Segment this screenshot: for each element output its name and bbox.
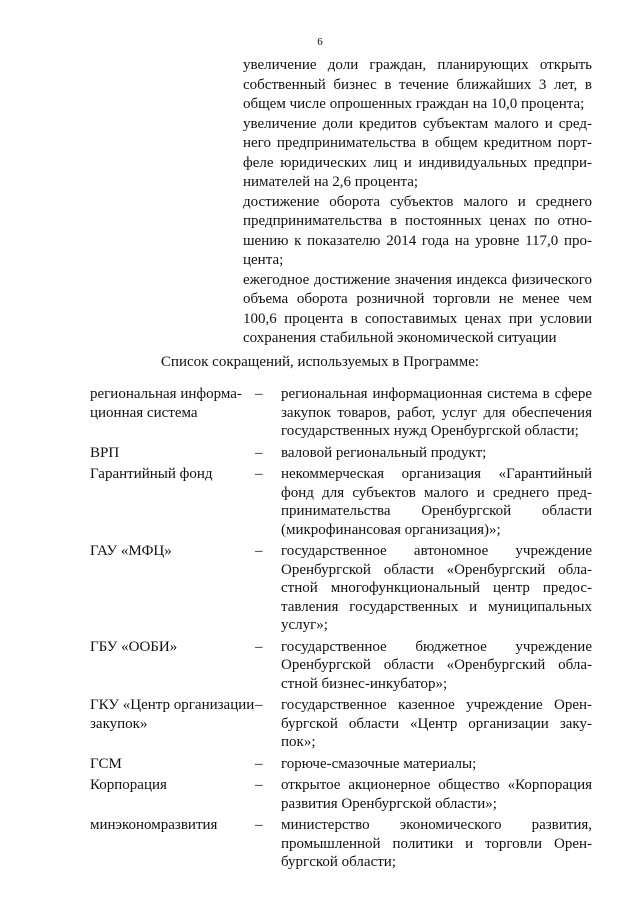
- abbreviation-dash: –: [255, 755, 263, 772]
- abbreviation-row: [90, 465, 592, 539]
- abbreviation-row: [90, 816, 592, 872]
- abbreviation-definition: некоммерческая организация «Гарантийный фонд для субъектов малого и среднего предпринимательства Оренбургской области (микрофинансовая организация)»;: [281, 466, 592, 538]
- abbreviation-term: ГСМ: [90, 755, 122, 772]
- abbreviation-dash: –: [255, 466, 263, 482]
- abbreviation-dash: –: [255, 543, 263, 559]
- abbreviation-definition: открытое акционерное общество «Корпорация развития Оренбургской области»;: [281, 777, 592, 812]
- abbreviation-definition: государственное бюджетное учреждение Оренбургской области «Оренбургский областной бизнес-инкубатор»;: [281, 638, 592, 692]
- abbreviation-definition: министерство экономического развития, промышленной политики и торговли Оренбургской области;: [281, 817, 592, 870]
- abbreviation-row: [90, 638, 592, 694]
- goal-item: достижение оборота субъектов малого и среднего предпринимательства в постоянных ценах по отношению к показателю 2014 года на уровне 117,0 процента;: [243, 193, 592, 268]
- abbreviation-definition: валовой региональный продукт;: [281, 444, 487, 461]
- abbreviation-term: Корпорация: [90, 777, 167, 793]
- abbreviation-definition: горюче-смазочные материалы;: [281, 755, 477, 772]
- abbreviation-term: региональная информационная система: [90, 386, 242, 421]
- abbreviation-term: Гарантийный фонд: [90, 466, 213, 482]
- abbreviation-dash: –: [255, 697, 263, 713]
- abbreviation-row: [90, 755, 592, 774]
- goal-item: увеличение доли граждан, планирующих открыть собственный бизнес в течение ближайших 3 лет, в общем числе опрошенных граждан на 10,0 процента;: [243, 57, 592, 112]
- abbreviation-row: [90, 444, 592, 463]
- abbreviation-dash: –: [255, 817, 263, 833]
- abbreviation-definition: государственное автономное учреждение Оренбургской области «Оренбургский областной многофункциональный центр предоставления государственных и муниципальных услуг»;: [281, 543, 592, 633]
- abbreviations-title: Список сокращений, используемых в Программе:: [160, 354, 480, 370]
- abbreviations-list: [90, 385, 592, 875]
- goals-list: [243, 56, 592, 349]
- abbreviation-term: ГБУ «ООБИ»: [90, 638, 178, 655]
- abbreviation-dash: –: [255, 638, 263, 655]
- abbreviation-dash: –: [255, 444, 263, 461]
- abbreviation-term: ГАУ «МФЦ»: [90, 543, 172, 559]
- abbreviation-term: минэкономразвития: [90, 817, 218, 833]
- abbreviation-row: [90, 776, 592, 813]
- abbreviation-definition: региональная информационная система в сфере закупок товаров, работ, услуг для обеспечения государственных нужд Оренбургской области;: [281, 386, 592, 439]
- page-number: 6: [317, 36, 323, 48]
- abbreviation-term: ГКУ «Центр организации закупок»: [90, 697, 255, 732]
- abbreviation-row: [90, 696, 592, 752]
- abbreviation-dash: –: [255, 777, 263, 793]
- abbreviation-definition: государственное казенное учреждение Оренбургской области «Центр организации закупок»;: [281, 697, 592, 750]
- abbreviation-row: [90, 385, 592, 441]
- abbreviation-row: [90, 542, 592, 635]
- goal-item: ежегодное достижение значения индекса физического объема оборота розничной торговли не менее чем 100,6 процента в сопоставимых ценах при условии сохранения стабильной экономической ситуации: [243, 271, 592, 346]
- abbreviation-dash: –: [255, 386, 263, 402]
- goal-item: увеличение доли кредитов субъектам малого и среднего предпринимательства в общем кредитном портфеле юридических лиц и индивидуальных предпринимателей на 2,6 процента;: [243, 115, 592, 190]
- abbreviation-term: ВРП: [90, 444, 120, 461]
